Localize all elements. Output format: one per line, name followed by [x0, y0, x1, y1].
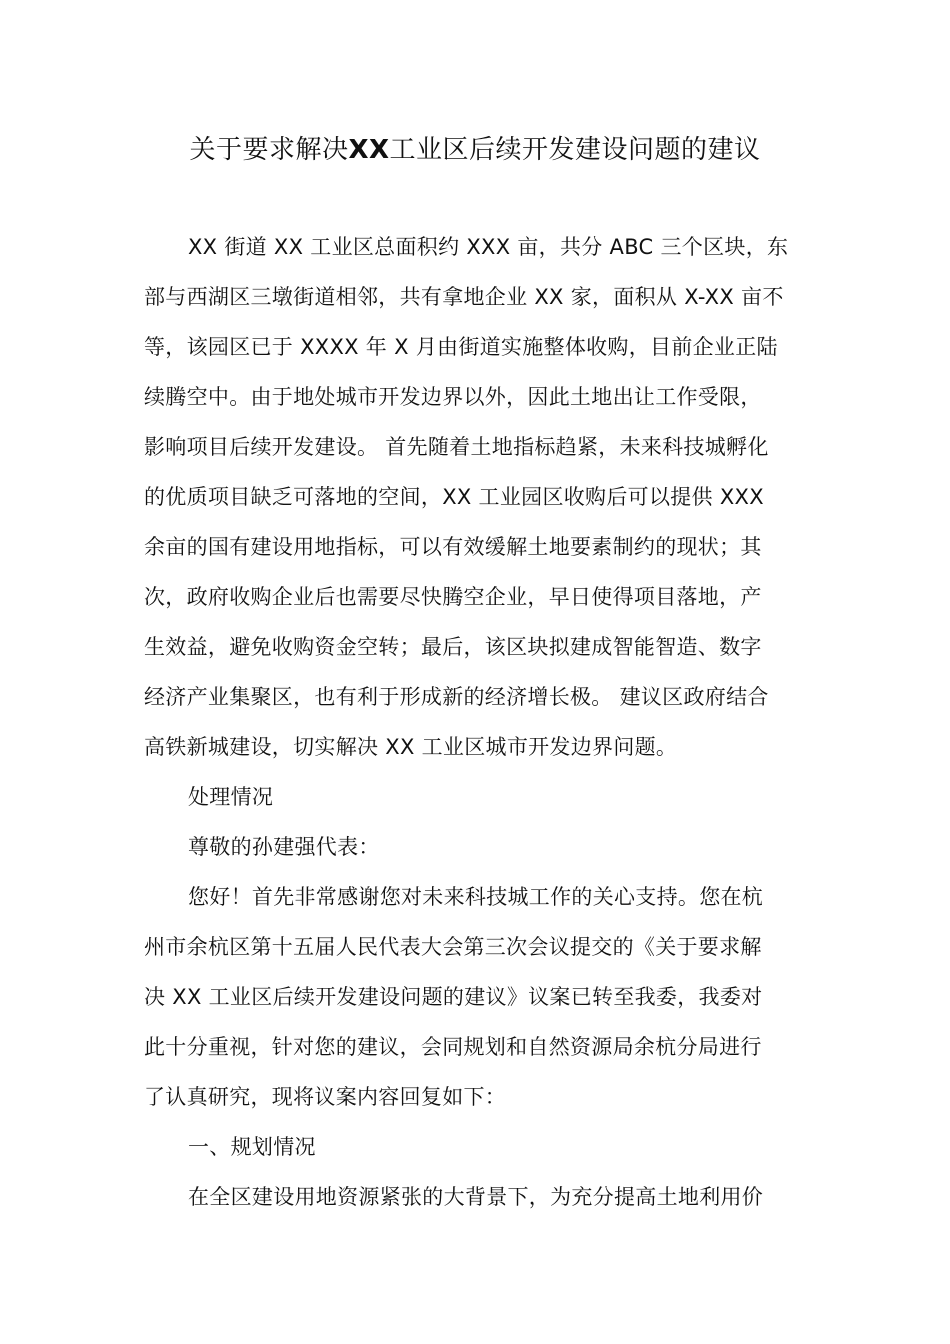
text-line: 部与西湖区三墩街道相邻，共有拿地企业 XX 家，面积从 X-XX 亩不	[144, 285, 784, 309]
text-line: 余亩的国有建设用地指标，可以有效缓解土地要素制约的现状；其	[144, 535, 762, 559]
title-bold: XX	[348, 135, 390, 165]
text-line: 在全区建设用地资源紧张的大背景下，为充分提高土地利用价	[188, 1185, 764, 1209]
text-line: 经济产业集聚区，也有利于形成新的经济增长极。 建议区政府结合	[144, 685, 769, 709]
text-line: 生效益，避免收购资金空转；最后，该区块拟建成智能智造、数字	[144, 635, 762, 659]
section-label: 处理情况	[188, 785, 274, 809]
title-prefix: 关于要求解决	[189, 135, 349, 165]
text-line: 高铁新城建设，切实解决 XX 工业区城市开发边界问题。	[144, 735, 678, 759]
text-line: 州市余杭区第十五届人民代表大会第三次会议提交的《关于要求解	[144, 935, 762, 959]
text-line: 的优质项目缺乏可落地的空间，XX 工业园区收购后可以提供 XXX	[144, 485, 764, 509]
text-line: XX 街道 XX 工业区总面积约 XXX 亩，共分 ABC 三个区块，东	[188, 235, 789, 259]
salutation: 尊敬的孙建强代表：	[188, 835, 380, 859]
text-line: 影响项目后续开发建设。 首先随着土地指标趋紧，未来科技城孵化	[144, 435, 769, 459]
text-line: 续腾空中。由于地处城市开发边界以外，因此土地出让工作受限，	[144, 385, 762, 409]
text-line: 次，政府收购企业后也需要尽快腾空企业，早日使得项目落地，产	[144, 585, 762, 609]
text-line: 等，该园区已于 XXXX 年 X 月由街道实施整体收购，目前企业正陆	[144, 335, 778, 359]
section-heading: 一、规划情况	[188, 1135, 316, 1159]
text-line: 了认真研究，现将议案内容回复如下：	[144, 1085, 507, 1109]
text-line: 此十分重视，针对您的建议，会同规划和自然资源局余杭分局进行	[144, 1035, 762, 1059]
document-title	[0, 130, 950, 170]
text-line: 您好！首先非常感谢您对未来科技城工作的关心支持。您在杭	[188, 885, 764, 909]
title-suffix: 工业区后续开发建设问题的建议	[389, 135, 761, 165]
text-line: 决 XX 工业区后续开发建设问题的建议》议案已转至我委，我委对	[144, 985, 763, 1009]
